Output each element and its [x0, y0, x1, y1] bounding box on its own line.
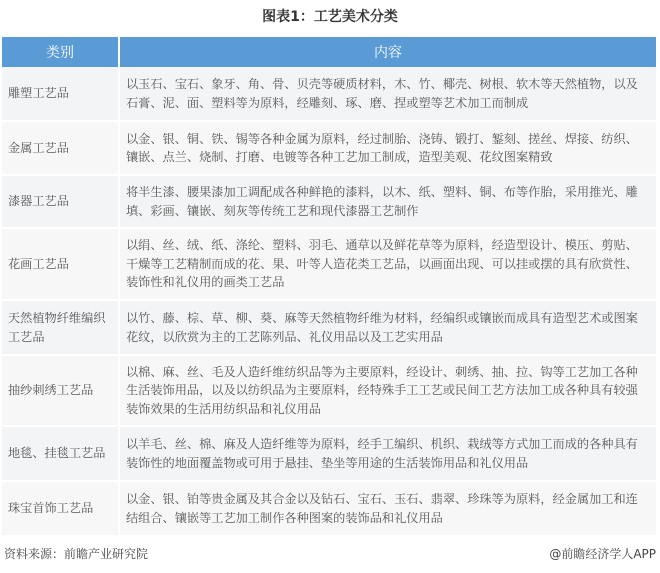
content-cell: 以玉石、宝石、象牙、角、骨、贝壳等硬质材料，木、竹、椰壳、树根、软木等天然植物，以及石膏、泥、面、塑料等为原料，经雕刻、琢、磨、捏或塑等艺术加工而制成 — [119, 67, 657, 121]
table-row — [2, 228, 657, 300]
table-row — [2, 481, 657, 536]
header-category: 类别 — [2, 37, 119, 67]
content-cell: 以羊毛、丝、棉、麻及人造纤维等为原料，经手工编织、机织、栽绒等方式加工而成的各种具有装饰性的地面覆盖物或可用于悬挂、垫坐等用途的生活装饰用品和礼仪用品 — [119, 426, 657, 481]
table-row — [2, 67, 657, 121]
table-header-row — [2, 37, 657, 67]
source-note: 资料来源：前瞻产业研究院 — [4, 547, 149, 561]
content-cell: 以棉、麻、丝、毛及人造纤维纺织品等为主要原料，经设计、刺绣、抽、拉、钩等工艺加工各种生活装饰用品，以及以纺织品为主要原料，经特殊手工工艺或民间工艺方法加工成各种具有较强装饰效果的生活用纺织品和礼仪用品 — [119, 355, 657, 426]
category-cell: 漆器工艺品 — [2, 175, 119, 228]
table-row — [2, 300, 657, 355]
category-cell: 珠宝首饰工艺品 — [2, 481, 119, 536]
table-row — [2, 426, 657, 481]
category-cell: 地毯、挂毯工艺品 — [2, 426, 119, 481]
crafts-classification-table — [2, 37, 658, 537]
content-cell: 以竹、藤、棕、草、柳、葵、麻等天然植物纤维为材料，经编织或镶嵌而成具有造型艺术或图案花纹，以欣赏为主的工艺陈列品、礼仪用品以及工艺实用品 — [119, 300, 657, 355]
category-cell: 雕塑工艺品 — [2, 67, 119, 121]
credit-note: @前瞻经济学人APP — [549, 547, 656, 561]
figure-title: 图表1：工艺美术分类 — [262, 9, 398, 25]
category-cell: 花画工艺品 — [2, 228, 119, 300]
content-cell: 以绢、丝、绒、纸、涤纶、塑料、羽毛、通草以及鲜花草等为原料，经造型设计、模压、剪贴、干燥等工艺精制而成的花、果、叶等人造花类工艺品，以画面出现、可以挂或摆的具有欣赏性、装饰性和礼仪用的画类工艺品 — [119, 228, 657, 300]
content-cell: 以金、银、铜、铁、锡等各种金属为原料，经过制胎、浇铸、锻打、錾刻、搓丝、焊接、纺织、镶嵌、点兰、烧制、打磨、电镀等各种工艺加工制成，造型美观、花纹图案精致 — [119, 121, 657, 175]
category-cell: 天然植物纤维编织工艺品 — [2, 300, 119, 355]
content-cell: 以金、银、铂等贵金属及其合金以及钻石、宝石、玉石、翡翠、珍珠等为原料，经金属加工和连结组合、镶嵌等工艺加工制作各种图案的装饰品和礼仪用品 — [119, 481, 657, 536]
category-cell: 抽纱刺绣工艺品 — [2, 355, 119, 426]
table-row — [2, 355, 657, 426]
table-row — [2, 175, 657, 228]
content-cell: 将半生漆、腰果漆加工调配成各种鲜艳的漆料，以木、纸、塑料、铜、布等作胎，采用推光、雕填、彩画、镶嵌、刻灰等传统工艺和现代漆器工艺制作 — [119, 175, 657, 228]
category-cell: 金属工艺品 — [2, 121, 119, 175]
table-row — [2, 121, 657, 175]
header-content: 内容 — [119, 37, 657, 67]
